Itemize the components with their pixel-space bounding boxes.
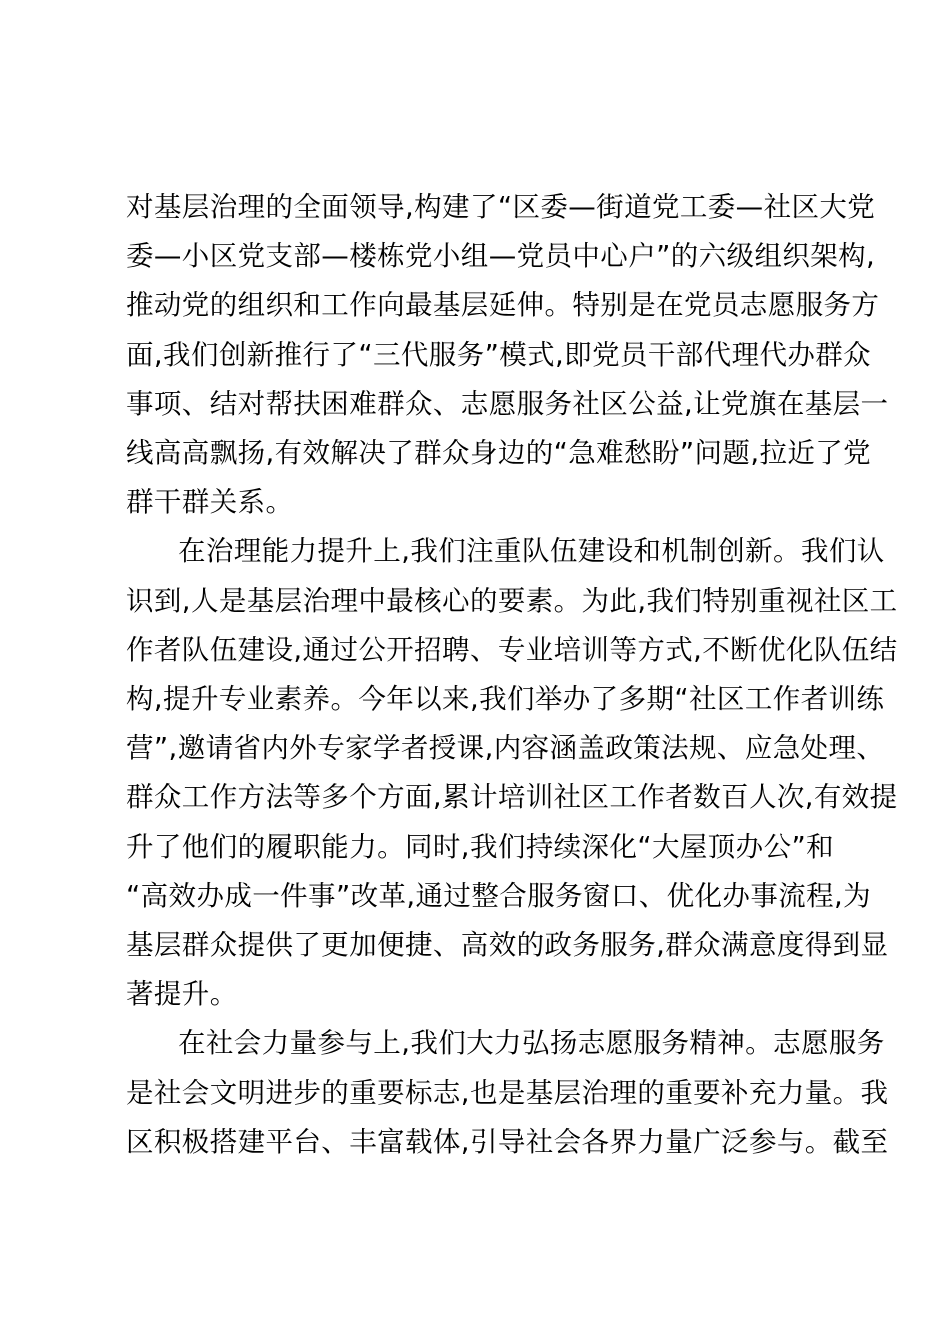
text-line: 面,我们创新推行了“三代服务”模式,即党员干部代理代办群众 xyxy=(126,338,872,371)
text-line: 群干群关系。 xyxy=(126,486,294,519)
text-line: 著提升。 xyxy=(126,978,238,1011)
document-body xyxy=(126,183,898,1167)
text-line: 线高高飘扬,有效解决了群众身边的“急难愁盼”问题,拉近了党 xyxy=(126,437,872,470)
text-line: 在治理能力提升上,我们注重队伍建设和机制创新。我们认 xyxy=(178,535,885,568)
text-line: 升了他们的履职能力。同时,我们持续深化“大屋顶办公”和 xyxy=(126,830,835,863)
paragraph-3 xyxy=(126,1019,889,1167)
text-line: 营”,邀请省内外专家学者授课,内容涵盖政策法规、应急处理、 xyxy=(126,732,885,765)
text-line: 是社会文明进步的重要标志,也是基层治理的重要补充力量。我 xyxy=(126,1076,889,1109)
text-line: 委—小区党支部—楼栋党小组—党员中心户”的六级组织架构, xyxy=(126,240,876,273)
text-line: “高效办成一件事”改革,通过整合服务窗口、优化办事流程,为 xyxy=(126,879,872,912)
paragraph-2 xyxy=(126,527,898,1019)
text-line: 构,提升专业素养。今年以来,我们举办了多期“社区工作者训练 xyxy=(126,683,885,716)
text-line: 区积极搭建平台、丰富载体,引导社会各界力量广泛参与。截至 xyxy=(126,1125,889,1158)
paragraph-1 xyxy=(126,183,889,527)
text-line: 在社会力量参与上,我们大力弘扬志愿服务精神。志愿服务 xyxy=(178,1027,885,1060)
text-line: 推动党的组织和工作向最基层延伸。特别是在党员志愿服务方 xyxy=(126,289,880,322)
text-line: 对基层治理的全面领导,构建了“区委—街道党工委—社区大党 xyxy=(126,191,876,223)
text-line: 作者队伍建设,通过公开招聘、专业培训等方式,不断优化队伍结 xyxy=(126,633,898,666)
text-line: 事项、结对帮扶困难群众、志愿服务社区公益,让党旗在基层一 xyxy=(126,387,889,420)
text-line: 群众工作方法等多个方面,累计培训社区工作者数百人次,有效提 xyxy=(126,781,898,814)
text-line: 识到,人是基层治理中最核心的要素。为此,我们特别重视社区工 xyxy=(126,584,898,617)
text-line: 基层群众提供了更加便捷、高效的政务服务,群众满意度得到显 xyxy=(126,929,889,962)
